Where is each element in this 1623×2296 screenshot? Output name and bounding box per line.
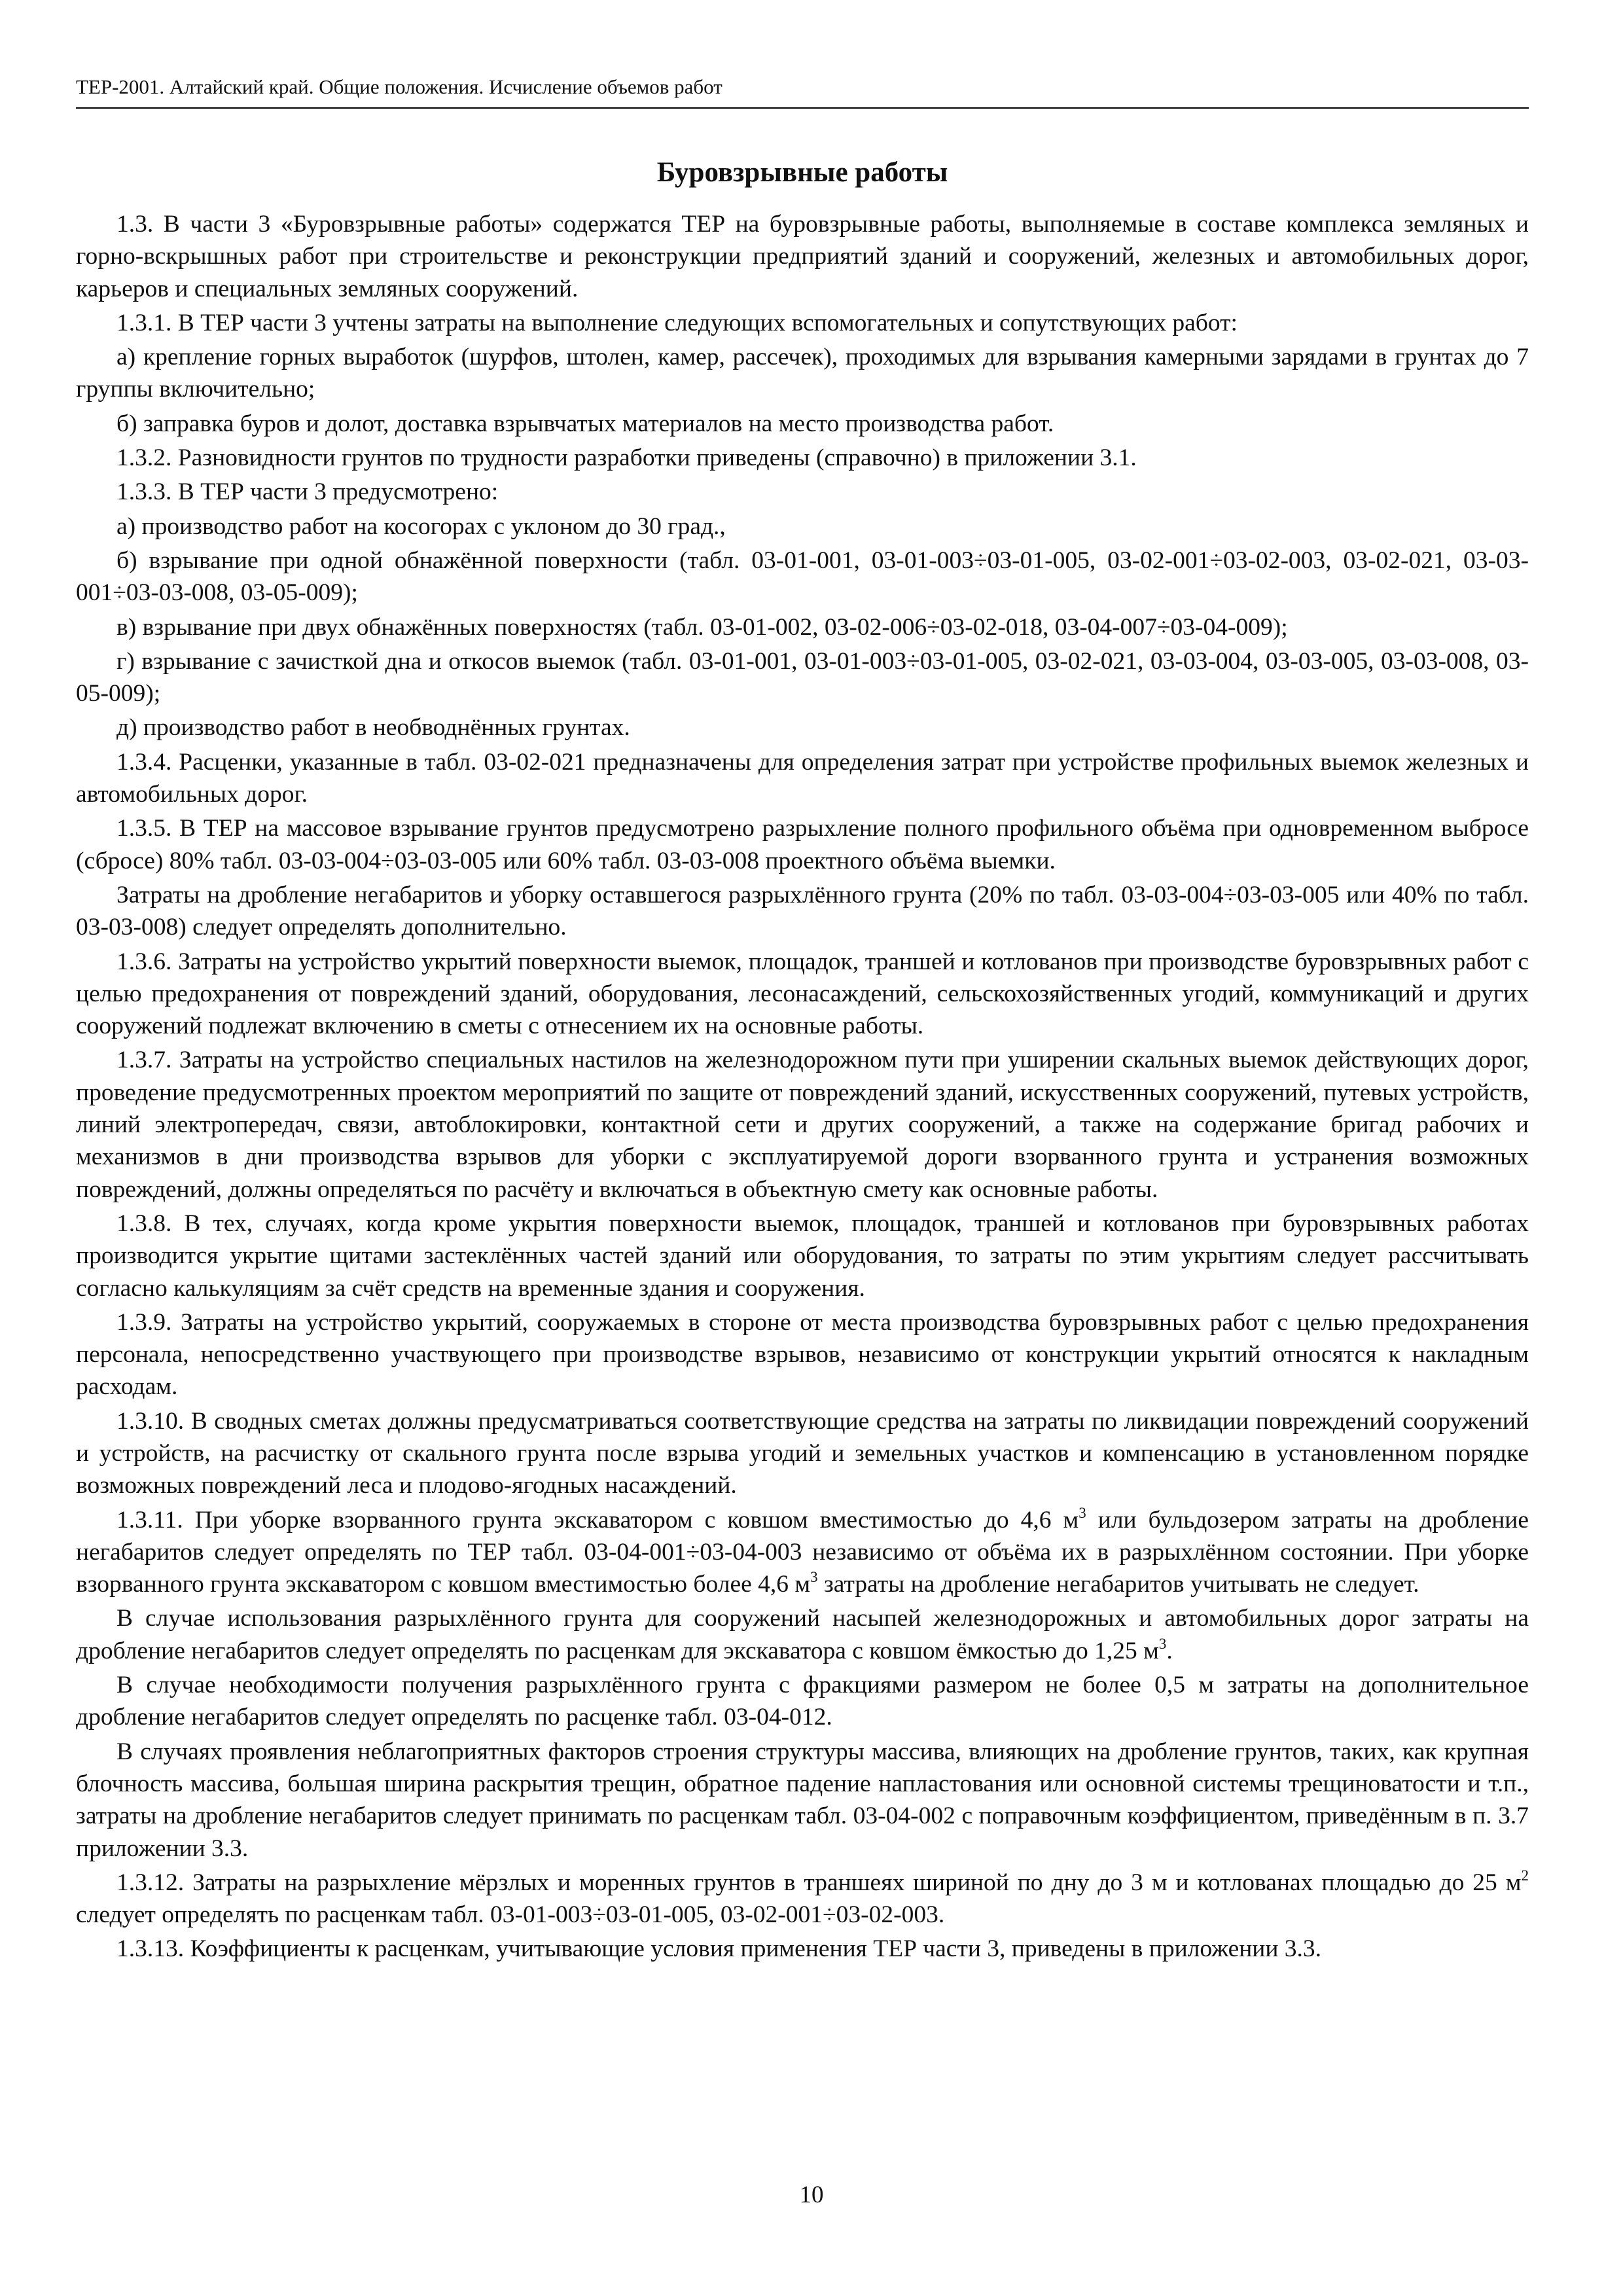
paragraph-1-3-11: 1.3.11. При уборке взорванного грунта экскаватором с ковшом вместимостью до 4,6 $м^3$ или бульдозером затраты на дробление негабаритов следует определять по ТЕР табл. 03-04-001÷03-04-003 независимо от объёма их в разрыхлённом состоянии. При уборке взорванного грунта экскаватором с ковшом вместимостью более 4,6 $м^3$ затраты на дробление негабаритов учитывать не следует. bbox=[76, 1504, 1529, 1598]
section-title: Буровзрывные работы bbox=[656, 157, 948, 188]
running-header: ТЕР-2001. Алтайский край. Общие положения. Исчисление объемов работ bbox=[76, 71, 1529, 109]
superscript: 3 bbox=[1079, 1504, 1086, 1521]
superscript: 3 bbox=[1158, 1635, 1167, 1652]
paragraph-1-3-6: 1.3.6. Затраты на устройство укрытий поверхности выемок, площадок, траншей и котлованов при производстве буровзрывных работ с целью предохранения от повреждений зданий, оборудования, лесонасаждений, сельскохозяйственных угодий, коммуникаций и других сооружений подлежат включению в сметы с отнесением их на основные работы. bbox=[76, 948, 1529, 1040]
list-item-a: а) крепление горных выработок (шурфов, штолен, камер, рассечек), проходимых для взрывания камерными зарядами в грунтах до 7 группы включительно; bbox=[76, 344, 1529, 403]
paragraph-1-3-11-cont-3: В случаях проявления неблагоприятных факторов строения структуры массива, влияющих на дробление грунтов, таких, как крупная блочность массива, большая ширина раскрытия трещин, обратное падение напластования или основной системы трещиноватости и т.п., затраты на дробление негабаритов следует принимать по расценкам табл. 03-04-002 с поправочным коэффициентом, приведённым в п. 3.7 приложении 3.3. bbox=[76, 1738, 1529, 1862]
list-item-b: б) заправка буров и долот, доставка взрывчатых материалов на место производства работ. bbox=[116, 410, 1054, 437]
body-text bbox=[76, 208, 1529, 1967]
paragraph-1-3-11-cont-1: В случае использования разрыхлённого грунта для сооружений насыпей железнодорожных и автомобильных дорог затраты на дробление негабаритов следует определять по расценкам для экскаватора с ковшом ёмкостью до 1,25 $м^3$. bbox=[76, 1605, 1529, 1664]
paragraph-1-3-10: 1.3.10. В сводных сметах должны предусматриваться соответствующие средства на затраты по ликвидации повреждений сооружений и устройств, на расчистку от скального грунта после взрыва угодий и земельных участков и компенсацию в установленном порядке возможных повреждений леса и плодово-ягодных насаждений. bbox=[76, 1407, 1529, 1499]
paragraph-1-3-9: 1.3.9. Затраты на устройство укрытий, сооружаемых в стороне от места производства буровзрывных работ с целью предохранения персонала, непосредственно участвующего при производстве взрывов, независимо от конструкции укрытий относятся к накладным расходам. bbox=[76, 1308, 1529, 1401]
list-item-b: б) взрывание при одной обнажённой поверхности (табл. 03-01-001, 03-01-003÷03-01-005, 03-02-001÷03-02-003, 03-02-021, 03-03-001÷03-03-008, 03-05-009); bbox=[76, 547, 1529, 607]
paragraph-1-3-13: 1.3.13. Коэффициенты к расценкам, учитывающие условия применения ТЕР части 3, приведены в приложении 3.3. bbox=[116, 1935, 1322, 1963]
list-item-v: в) взрывание при двух обнажённых поверхностях (табл. 03-01-002, 03-02-006÷03-02-018, 03-04-007÷03-04-009); bbox=[116, 613, 1288, 641]
list-item-g: г) взрывание с зачисткой дна и откосов выемок (табл. 03-01-001, 03-01-003÷03-01-005, 03-02-021, 03-03-004, 03-03-005, 03-03-008, 03-05-009); bbox=[76, 647, 1529, 708]
paragraph-1-3-8: 1.3.8. В тех, случаях, когда кроме укрытия поверхности выемок, площадок, траншей и котлованов при буровзрывных работах производится укрытие щитами застеклённых частей зданий или оборудования, то затраты по этим укрытиям следует рассчитывать согласно калькуляциям за счёт средств на временные здания и сооружения. bbox=[76, 1210, 1529, 1302]
paragraph-1-3-3: 1.3.3. В ТЕР части 3 предусмотрено: bbox=[116, 478, 499, 506]
paragraph-1-3-11-cont-2: В случае необходимости получения разрыхлённого грунта с фракциями размером не более 0,5 м затраты на дополнительное дробление негабаритов следует определять по расценке табл. 03-04-012. bbox=[76, 1672, 1529, 1731]
paragraph-1-3: 1.3. В части 3 «Буровзрывные работы» содержатся ТЕР на буровзрывные работы, выполняемые в составе комплекса земляных и горно-вскрышных работ при строительстве и реконструкции предприятий зданий и сооружений, железных и автомобильных дорог, карьеров и специальных земляных сооружений. bbox=[76, 211, 1529, 302]
superscript: 3 bbox=[810, 1569, 818, 1586]
paragraph-1-3-5-cont: Затраты на дробление негабаритов и уборку оставшегося разрыхлённого грунта (20% по табл. 03-03-004÷03-03-005 или 40% по табл. 03-03-008) следует определять дополнительно. bbox=[76, 881, 1529, 941]
page-number: 10 bbox=[799, 2181, 824, 2208]
paragraph-1-3-5: 1.3.5. В ТЕР на массовое взрывание грунтов предусмотрено разрыхление полного профильного объёма при одновременном выбросе (сбросе) 80% табл. 03-03-004÷03-03-005 или 60% табл. 03-03-008 проектного объёма выемки. bbox=[76, 815, 1529, 874]
paragraph-1-3-1: 1.3.1. В ТЕР части 3 учтены затраты на выполнение следующих вспомогательных и сопутствующих работ: bbox=[116, 309, 1238, 336]
list-item-a: а) производство работ на косогорах с уклоном до 30 град., bbox=[116, 512, 726, 540]
paragraph-1-3-4: 1.3.4. Расценки, указанные в табл. 03-02-021 предназначены для определения затрат при устройстве профильных выемок железных и автомобильных дорог. bbox=[76, 748, 1529, 808]
paragraph-1-3-12: 1.3.12. Затраты на разрыхление мёрзлых и моренных грунтов в траншеях шириной по дну до 3 м и котлованах площадью до 25 $м^2$ следует определять по расценкам табл. 03-01-003÷03-01-005, 03-02-001÷03-02-003. bbox=[76, 1867, 1529, 1929]
paragraph-1-3-7: 1.3.7. Затраты на устройство специальных настилов на железнодорожном пути при уширении скальных выемок действующих дорог, проведение предусмотренных проектом мероприятий по защите от повреждений зданий, искусственных сооружений, путевых устройств, линий электропередач, связи, автоблокировки, контактной сети и других сооружений, а также на содержание бригад рабочих и механизмов в дни производства взрывов для уборки с эксплуатируемой дороги взорванного грунта и устранения возможных повреждений, должны определяться по расчёту и включаться в объектную смету как основные работы. bbox=[76, 1047, 1529, 1203]
superscript: 2 bbox=[1521, 1867, 1529, 1884]
paragraph-1-3-2: 1.3.2. Разновидности грунтов по трудности разработки приведены (справочно) в приложении 3.1. bbox=[116, 444, 1137, 472]
list-item-d: д) производство работ в необводнённых грунтах. bbox=[116, 714, 630, 742]
